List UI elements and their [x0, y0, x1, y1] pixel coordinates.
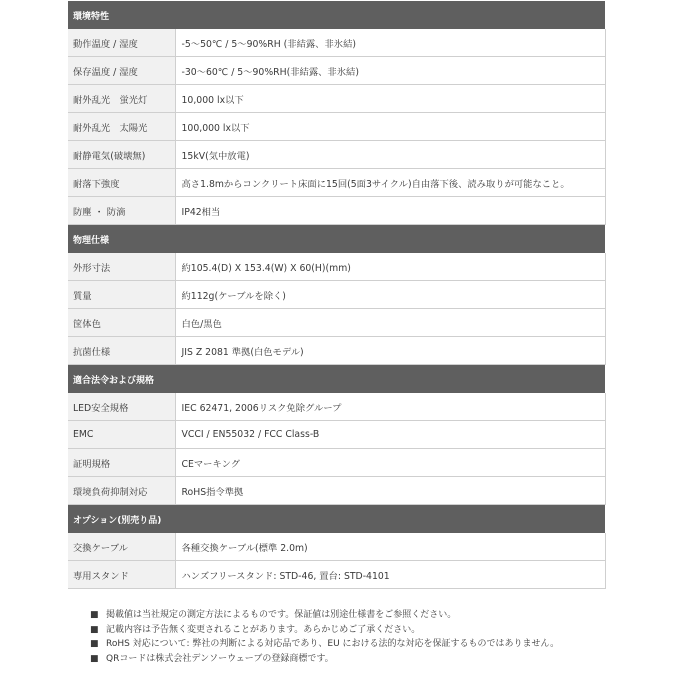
row-value: 10,000 lx以下 [175, 85, 605, 113]
row-value: IP42相当 [175, 197, 605, 225]
table-row [68, 337, 605, 365]
table-row [68, 197, 605, 225]
row-label: 質量 [68, 281, 175, 309]
row-value: -5～50℃ / 5～90%RH (非結露、非氷結) [175, 29, 605, 57]
row-label: 外形寸法 [68, 253, 175, 281]
row-value: JIS Z 2081 準拠(白色モデル) [175, 337, 605, 365]
table-row [68, 561, 605, 589]
table-row [68, 169, 605, 197]
row-label: 環境負荷抑制対応 [68, 477, 175, 505]
section-title: 環境特性 [68, 1, 605, 30]
section-header-compliance [68, 365, 605, 394]
footnote-text: RoHS 対応について: 弊社の判断による対応品であり、EU における法的な対応を保証するものではありません。 [106, 639, 560, 649]
row-value: 100,000 lx以下 [175, 113, 605, 141]
row-label: 抗菌仕様 [68, 337, 175, 365]
row-value: RoHS指令準拠 [175, 477, 605, 505]
footnote-item [88, 637, 628, 652]
row-label: 耐外乱光 蛍光灯 [68, 85, 175, 113]
footnote-text: 掲載値は当社規定の測定方法によるものです。保証値は別途仕様書をご参照ください。 [106, 610, 457, 620]
bullet-icon: ■ [90, 610, 99, 620]
row-value: 15kV(気中放電) [175, 141, 605, 169]
table-row [68, 449, 605, 477]
row-label: 専用スタンド [68, 561, 175, 589]
row-label: 証明規格 [68, 449, 175, 477]
row-value: 各種交換ケーブル(標準 2.0m) [175, 533, 605, 561]
row-value: 高さ1.8mからコンクリート床面に15回(5面3サイクル)自由落下後、読み取りが可能なこと。 [175, 169, 605, 197]
row-value: CEマーキング [175, 449, 605, 477]
section-header-physical [68, 225, 605, 254]
row-value: IEC 62471, 2006リスク免除グループ [175, 393, 605, 421]
row-value: -30～60℃ / 5～90%RH(非結露、非氷結) [175, 57, 605, 85]
row-value: ハンズフリースタンド: STD-46, 置台: STD-4101 [175, 561, 605, 589]
table-row [68, 57, 605, 85]
footnote-item [88, 623, 628, 638]
table-row [68, 253, 605, 281]
table-row [68, 281, 605, 309]
row-label: 動作温度 / 湿度 [68, 29, 175, 57]
row-value: 白色/黒色 [175, 309, 605, 337]
footnote-item [88, 608, 628, 623]
table-row [68, 533, 605, 561]
footnotes [88, 608, 628, 666]
bullet-icon: ■ [90, 624, 99, 635]
footnote-text: 記載内容は予告無く変更されることがあります。あらかじめご了承ください。 [106, 624, 421, 635]
row-label: 耐外乱光 太陽光 [68, 113, 175, 141]
footnote-item [88, 652, 628, 667]
row-label: EMC [68, 421, 175, 449]
spec-table [68, 0, 606, 589]
table-row [68, 477, 605, 505]
row-label: 耐静電気(破壊無) [68, 141, 175, 169]
bullet-icon: ■ [90, 639, 99, 649]
footnote-text: QRコードは株式会社デンソーウェーブの登録商標です。 [106, 653, 334, 664]
table-row [68, 113, 605, 141]
section-header-environment [68, 1, 605, 30]
table-row [68, 421, 605, 449]
row-label: 耐落下強度 [68, 169, 175, 197]
section-title: 適合法令および規格 [68, 365, 605, 394]
row-label: 防塵 ・ 防滴 [68, 197, 175, 225]
table-row [68, 141, 605, 169]
row-label: 筐体色 [68, 309, 175, 337]
table-row [68, 393, 605, 421]
row-label: 保存温度 / 湿度 [68, 57, 175, 85]
section-title: 物理仕様 [68, 225, 605, 254]
table-row [68, 85, 605, 113]
section-title: オプション(別売り品) [68, 505, 605, 534]
section-header-options [68, 505, 605, 534]
row-label: LED安全規格 [68, 393, 175, 421]
table-row [68, 309, 605, 337]
row-value: VCCI / EN55032 / FCC Class-B [175, 421, 605, 449]
bullet-icon: ■ [90, 653, 99, 664]
table-row [68, 29, 605, 57]
row-value: 約112g(ケーブルを除く) [175, 281, 605, 309]
row-label: 交換ケーブル [68, 533, 175, 561]
row-value: 約105.4(D) X 153.4(W) X 60(H)(mm) [175, 253, 605, 281]
